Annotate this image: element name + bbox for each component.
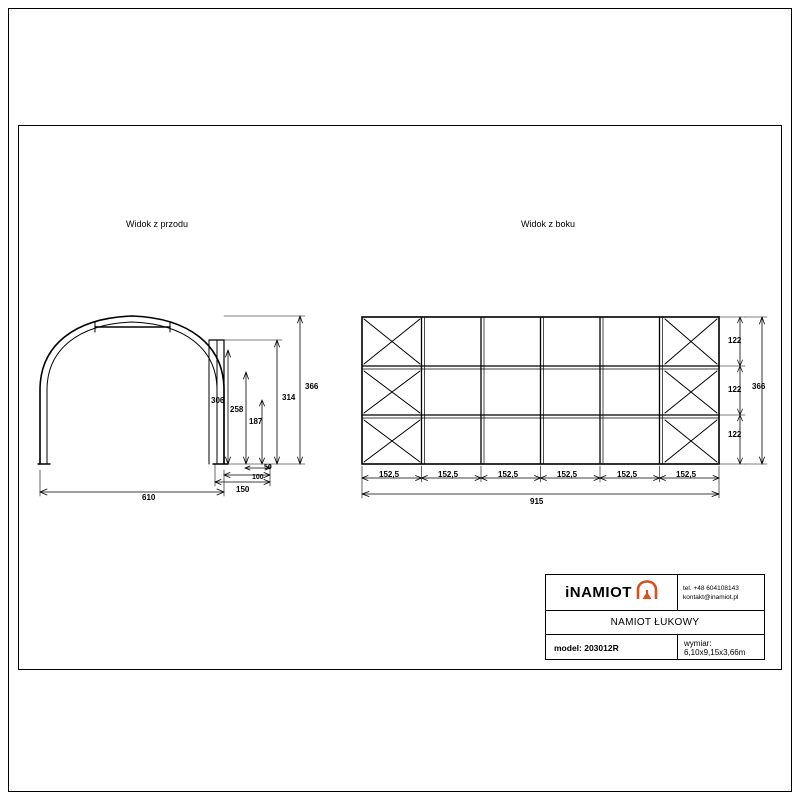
dim-610: 610 (142, 493, 156, 502)
dim-bay-2: 152,5 (438, 470, 459, 479)
brand-logo-cell (546, 575, 678, 610)
dimensions-cell (678, 635, 764, 660)
tent-arch-icon (636, 580, 658, 605)
dim-bay-6: 152,5 (676, 470, 697, 479)
dim-bay-1: 152,5 (379, 470, 400, 479)
dim-total-length-915: 915 (530, 497, 544, 506)
dim-total-height-366: 366 (752, 382, 766, 391)
title-block (545, 574, 765, 660)
product-name: NAMIOT ŁUKOWY (610, 617, 700, 628)
contact-phone: tel. +48 604108143 (683, 584, 739, 592)
title-block-row-model (546, 635, 764, 660)
dim-258: 258 (230, 405, 244, 414)
dim-366-front: 366 (305, 382, 319, 391)
side-view-title: Widok z boku (521, 219, 576, 229)
dim-50: 50 (264, 464, 272, 471)
model-cell (546, 635, 678, 660)
dim-bay-5: 152,5 (617, 470, 638, 479)
model-label: model: 203012R (554, 642, 619, 653)
dim-bay-4: 152,5 (557, 470, 578, 479)
dimensions-label: wymiar: 6,10x9,15x3,66m (684, 638, 746, 657)
dim-bay-3: 152,5 (498, 470, 519, 479)
dim-100: 100 (252, 474, 264, 481)
front-view-title: Widok z przodu (126, 219, 189, 229)
dim-150: 150 (236, 485, 250, 494)
contact-cell (678, 575, 764, 610)
dim-314: 314 (282, 393, 296, 402)
title-block-row-product (546, 611, 764, 635)
title-block-row-brand (546, 575, 764, 611)
dim-height-2: 122 (728, 385, 742, 394)
dim-height-3: 122 (728, 430, 742, 439)
dim-height-1: 122 (728, 336, 742, 345)
brand-name: iNAMIOT (565, 584, 632, 601)
contact-email: kontakt@inamiot.pl (683, 593, 739, 601)
dim-187: 187 (249, 417, 263, 426)
dim-306: 306 (211, 396, 225, 405)
